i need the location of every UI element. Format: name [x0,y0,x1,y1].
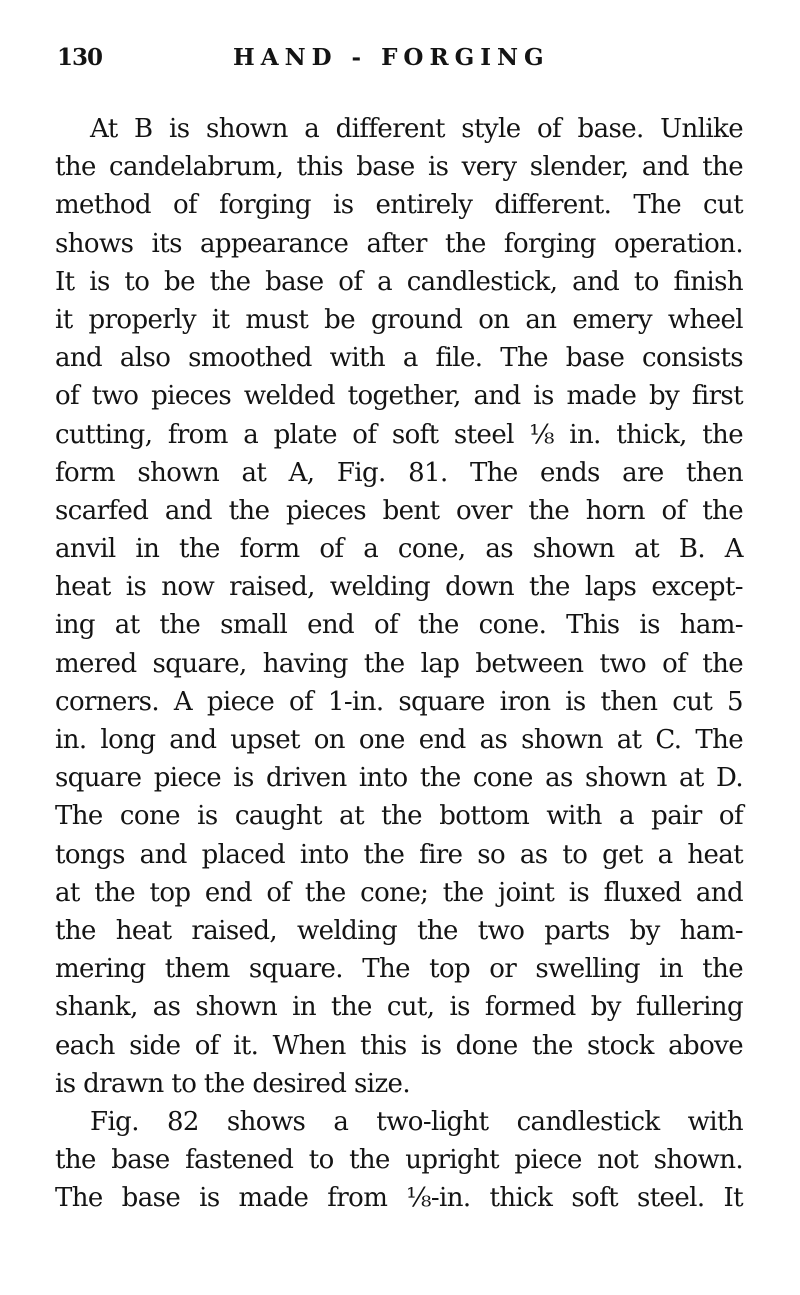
paragraph-2 [55,1103,743,1218]
text-line: square piece is driven into the cone as shown at D. [55,763,743,794]
text-line: Fig. 82 shows a two-light candlestick with [90,1106,743,1137]
running-title: HAND - FORGING [233,44,550,71]
text-line: and also smoothed with a file. The base consists [55,343,743,374]
text-line: form shown at A, Fig. 81. The ends are then [55,457,743,488]
page-number: 130 [57,44,103,71]
text-line: cutting, from a plate of soft steel ⅛ in. thick, the [55,419,743,450]
text-line: heat is now raised, welding down the laps except- [55,572,743,603]
text-line: anvil in the form of a cone, as shown at B. A [55,534,743,565]
text-line: method of forging is entirely different. The cut [55,190,743,221]
paragraph-1 [55,110,743,1103]
text-line: the candelabrum, this base is very slender, and the [55,152,743,183]
text-line: At B is shown a different style of base. Unlike [90,114,743,144]
text-line: corners. A piece of 1-in. square iron is then cut 5 [55,686,743,717]
text-line: mering them square. The top or swelling in the [55,954,743,985]
text-line: shank, as shown in the cut, is formed by fullering [55,992,743,1023]
text-line: mered square, having the lap between two of the [55,648,743,679]
text-line: tongs and placed into the fire so as to get a heat [55,839,743,870]
text-line: each side of it. When this is done the stock above [55,1030,743,1061]
text-line: The cone is caught at the bottom with a pair of [55,801,743,832]
text-line: scarfed and the pieces bent over the horn of the [55,495,743,526]
text-line: at the top end of the cone; the joint is fluxed and [55,877,743,908]
text-line: in. long and upset on one end as shown at C. The [55,725,743,755]
body-text [55,110,743,1217]
text-line: shows its appearance after the forging operation. [55,228,743,259]
page-header [0,40,800,80]
text-line: is drawn to the desired size. [55,1068,410,1099]
text-line: It is to be the base of a candlestick, and to finish [55,266,743,297]
text-line: it properly it must be ground on an emery wheel [55,304,743,335]
text-line: the base fastened to the upright piece not shown. [55,1145,743,1176]
text-line: of two pieces welded together, and is made by first [55,381,743,412]
text-line: ing at the small end of the cone. This is ham- [55,610,743,641]
text-line: the heat raised, welding the two parts by ham- [55,915,743,946]
text-line: The base is made from ⅛-in. thick soft steel. It [55,1183,743,1214]
